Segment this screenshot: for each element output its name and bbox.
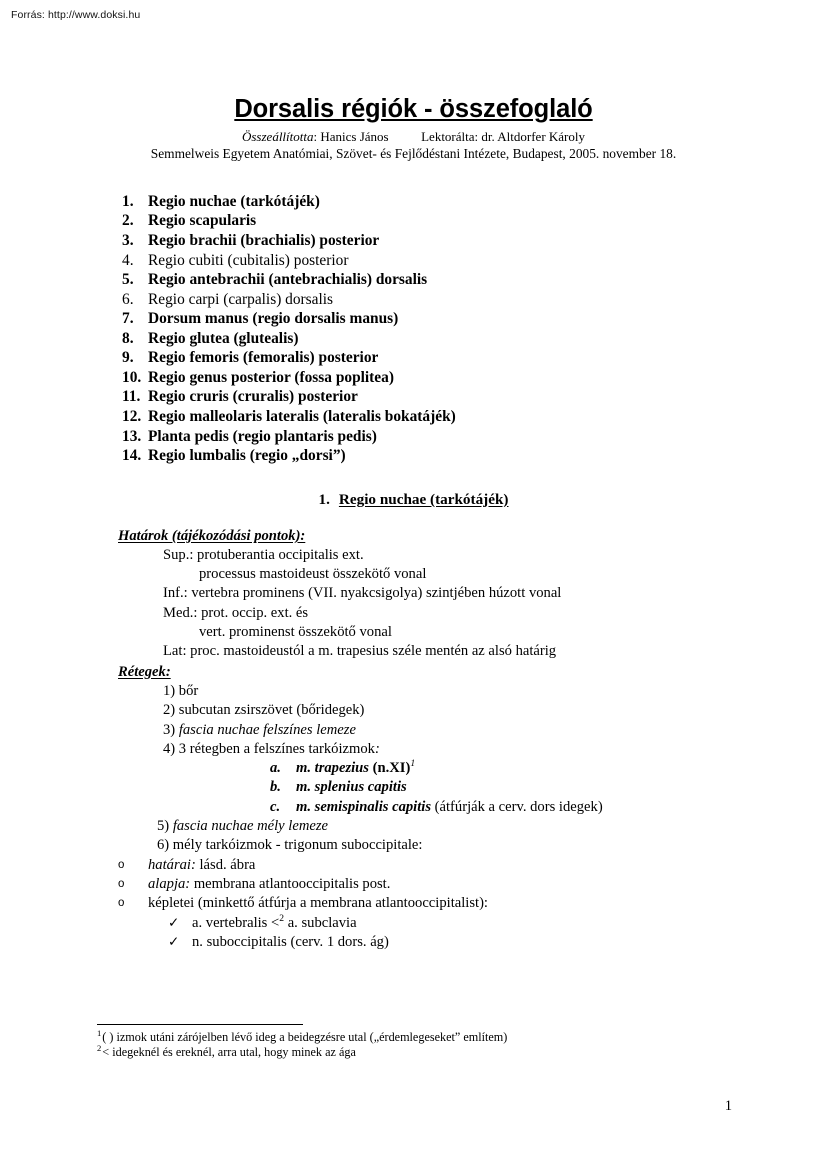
list-item bbox=[0, 446, 827, 466]
layer-item-2: 2) subcutan zsirszövet (bőridegek) bbox=[163, 702, 365, 719]
page-number: 1 bbox=[724, 1098, 732, 1114]
byline-gap bbox=[389, 129, 422, 144]
boundaries-section bbox=[0, 527, 827, 662]
muscle-name: m. splenius capitis bbox=[296, 779, 407, 796]
trigonum-value: membrana atlantooccipitalis post. bbox=[190, 875, 391, 892]
list-item-label: Regio scapularis bbox=[148, 212, 257, 230]
list-item-number: 10. bbox=[122, 368, 142, 386]
list-item bbox=[0, 251, 827, 271]
page-title: Dorsalis régiók - összefoglaló bbox=[234, 95, 593, 123]
trigonum-section bbox=[0, 856, 827, 952]
layer-item-5-text: fascia nuchae mély lemeze bbox=[172, 818, 329, 835]
footnote-2 bbox=[97, 1045, 737, 1060]
list-item-number: 11. bbox=[122, 388, 141, 406]
list-item-number: 6. bbox=[122, 290, 134, 308]
institute-line: Semmelweis Egyetem Anatómiai, Szövet- és Fejlődéstani Intézete, Budapest, 2005. november 18. bbox=[150, 145, 677, 161]
list-item-label: Regio nuchae (tarkótájék) bbox=[148, 192, 320, 210]
list-item bbox=[0, 231, 827, 251]
list-item bbox=[0, 192, 827, 212]
section-heading-number: 1. bbox=[318, 490, 330, 508]
list-item bbox=[0, 407, 827, 427]
list-item-number: 13. bbox=[122, 427, 142, 445]
checkmark-icon: ✓ bbox=[168, 933, 180, 949]
layer-item-4 bbox=[163, 740, 827, 759]
boundary-line-med: Med.: prot. occip. ext. és bbox=[163, 604, 309, 621]
list-item-number: 12. bbox=[122, 407, 142, 425]
list-item bbox=[0, 368, 827, 388]
check-text-before: a. vertebralis < bbox=[192, 914, 280, 931]
footnote-1-marker: 1 bbox=[97, 1027, 102, 1038]
compiler-name: : Hanics János bbox=[313, 128, 389, 144]
list-item-label: Regio antebrachii (antebrachialis) dorsalis bbox=[148, 271, 428, 289]
compiler-label: Összeállította bbox=[241, 128, 314, 144]
list-item bbox=[0, 290, 827, 310]
region-list bbox=[0, 192, 827, 466]
list-item-number: 8. bbox=[122, 329, 134, 347]
list-item bbox=[0, 348, 827, 368]
footnote-ref-1: 1 bbox=[410, 758, 416, 770]
list-item-number: 5. bbox=[122, 271, 134, 289]
list-item-label: Regio brachii (brachialis) posterior bbox=[148, 232, 380, 250]
trigonum-label: alapja: bbox=[148, 875, 191, 892]
layer-item-3-number: 3) bbox=[163, 721, 179, 738]
list-item-number: 9. bbox=[122, 349, 134, 367]
layer-item-5 bbox=[157, 817, 827, 836]
boundaries-heading: Határok (tájékozódási pontok): bbox=[118, 527, 306, 544]
boundary-line-sup-cont: processus mastoideust összekötő vonal bbox=[199, 566, 427, 583]
check-text-before: n. suboccipitalis (cerv. 1 dors. ág) bbox=[192, 933, 389, 950]
layer-item-4-colon: : bbox=[374, 740, 380, 757]
circle-bullet-icon: o bbox=[118, 897, 125, 910]
list-item bbox=[0, 309, 827, 329]
muscle-nerve: (n.XI) bbox=[368, 760, 411, 777]
layer-item-1: 1) bőr bbox=[163, 682, 199, 699]
list-item-label: Regio lumbalis (regio „dorsi”) bbox=[148, 447, 346, 465]
footnote-2-text: < idegeknél és ereknél, arra utal, hogy minek az ága bbox=[102, 1045, 356, 1060]
muscle-item-b bbox=[270, 778, 827, 797]
list-item bbox=[0, 387, 827, 407]
list-item-label: Regio glutea (glutealis) bbox=[148, 329, 299, 347]
list-item bbox=[0, 211, 827, 231]
list-item-number: 4. bbox=[122, 251, 134, 269]
layer-item-3 bbox=[163, 721, 827, 740]
muscle-marker: c. bbox=[270, 798, 281, 815]
muscle-item-a bbox=[270, 759, 827, 778]
list-item-label: Regio genus posterior (fossa poplitea) bbox=[148, 368, 394, 386]
list-item-label: Regio cubiti (cubitalis) posterior bbox=[148, 251, 349, 269]
boundary-line-sup: Sup.: protuberantia occipitalis ext. bbox=[163, 546, 364, 563]
list-item-number: 3. bbox=[122, 232, 134, 250]
layer-item-6: 6) mély tarkóizmok - trigonum suboccipitale: bbox=[157, 837, 423, 854]
circle-bullet-icon: o bbox=[118, 877, 125, 890]
muscle-marker: b. bbox=[270, 779, 281, 796]
trigonum-label: határai: bbox=[148, 856, 196, 873]
list-item-label: Regio carpi (carpalis) dorsalis bbox=[148, 290, 334, 308]
check-text-after: a. subclavia bbox=[284, 914, 357, 931]
list-item-number: 2. bbox=[122, 212, 134, 230]
list-item bbox=[0, 270, 827, 290]
circle-bullet-icon: o bbox=[118, 858, 125, 871]
muscle-item-c bbox=[270, 798, 827, 817]
footnote-ref-2: 2 bbox=[279, 912, 285, 924]
list-item-label: Regio malleolaris lateralis (lateralis bokatájék) bbox=[148, 407, 456, 425]
list-item-number: 1. bbox=[122, 192, 134, 210]
muscle-marker: a. bbox=[270, 760, 281, 777]
byline bbox=[0, 129, 827, 144]
list-item-number: 7. bbox=[122, 310, 134, 328]
trigonum-bullet-base bbox=[0, 875, 827, 894]
footnote-area bbox=[97, 1024, 737, 1061]
trigonum-bullet-structures bbox=[0, 894, 827, 913]
layer-item-4-text: 4) 3 rétegben a felszínes tarkóizmok bbox=[163, 740, 375, 757]
list-item-label: Regio femoris (femoralis) posterior bbox=[148, 349, 379, 367]
boundary-line-inf: Inf.: vertebra prominens (VII. nyakcsigolya) szintjében húzott vonal bbox=[163, 585, 562, 602]
muscle-note: (átfúrják a cerv. dors idegek) bbox=[431, 798, 603, 815]
section-heading-title: Regio nuchae (tarkótájék) bbox=[338, 490, 509, 508]
layers-heading: Rétegek: bbox=[118, 663, 171, 680]
section-heading bbox=[0, 490, 827, 509]
footnote-2-marker: 2 bbox=[97, 1043, 102, 1054]
layer-item-5-number: 5) bbox=[157, 818, 173, 835]
source-url-text: Forrás: http://www.doksi.hu bbox=[11, 9, 141, 21]
trigonum-bullet-borders bbox=[0, 856, 827, 875]
boundary-line-lat: Lat: proc. mastoideustól a m. trapesius széle mentén az alsó határig bbox=[163, 643, 557, 660]
trigonum-check-nerve bbox=[0, 933, 827, 952]
layer-item-3-text: fascia nuchae felszínes lemeze bbox=[178, 721, 356, 738]
trigonum-value: képletei (minkettő átfúrja a membrana atlantooccipitalist): bbox=[148, 895, 488, 912]
list-item-label: Dorsum manus (regio dorsalis manus) bbox=[148, 310, 399, 328]
list-item bbox=[0, 427, 827, 447]
list-item bbox=[0, 329, 827, 349]
trigonum-value: lásd. ábra bbox=[195, 856, 256, 873]
checkmark-icon: ✓ bbox=[168, 914, 180, 930]
list-item-label: Regio cruris (cruralis) posterior bbox=[148, 388, 358, 406]
list-item-label: Planta pedis (regio plantaris pedis) bbox=[148, 427, 377, 445]
footnote-1-text: ( ) izmok utáni zárójelben lévő ideg a beidegzésre utal („érdemlegeseket” említem) bbox=[102, 1030, 508, 1044]
muscle-name: m. semispinalis capitis bbox=[296, 798, 432, 815]
title-block bbox=[0, 96, 827, 162]
boundary-line-med-cont: vert. prominenst összekötő vonal bbox=[199, 624, 392, 641]
footnote-1 bbox=[97, 1027, 737, 1045]
trigonum-check-artery bbox=[0, 914, 827, 933]
reviewer-text: Lektorálta: dr. Altdorfer Károly bbox=[421, 128, 585, 144]
layers-section bbox=[0, 663, 827, 856]
footnote-separator bbox=[97, 1024, 303, 1025]
muscle-name: m. trapezius bbox=[296, 760, 369, 777]
list-item-number: 14. bbox=[122, 447, 142, 465]
